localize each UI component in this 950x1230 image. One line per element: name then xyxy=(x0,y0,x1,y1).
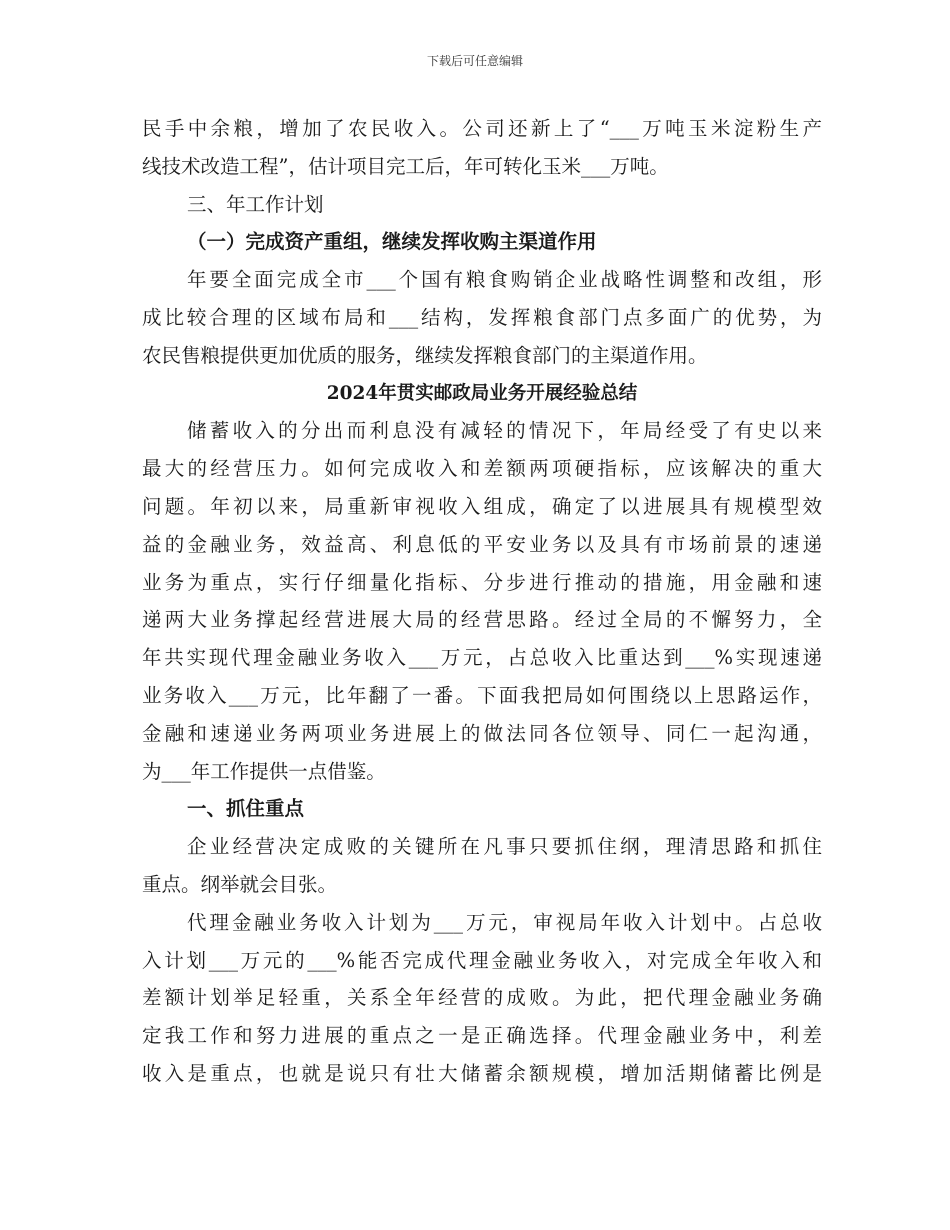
paragraph-line: 金融和速递业务两项业务进展上的做法同各位领导、同仁一起沟通， xyxy=(142,721,822,745)
paragraph-line: 业务为重点，实行仔细量化指标、分步进行推动的措施，用金融和速 xyxy=(142,570,822,594)
paragraph-line: 线技术改造工程”，估计项目完工后，年可转化玉米___万吨。 xyxy=(142,154,669,178)
paragraph-line: 重点。纲举就会目张。 xyxy=(142,872,338,896)
paragraph-line: 定我工作和努力进展的重点之一是正确选择。代理金融业务中，利差 xyxy=(142,1024,822,1048)
paragraph-line: 最大的经营压力。如何完成收入和差额两项硬指标，应该解决的重大 xyxy=(142,457,822,481)
paragraph-line: 递两大业务撑起经营进展大局的经营思路。经过全局的不懈努力，全 xyxy=(142,608,822,632)
section-heading: 一、抓住重点 xyxy=(187,797,305,821)
document-body xyxy=(142,110,822,1093)
section-heading: 三、年工作计划 xyxy=(187,192,324,216)
paragraph-line: 问题。年初以来，局重新审视收入组成，确定了以进展具有规模型效 xyxy=(142,494,822,518)
paragraph-line: 民手中余粮，增加了农民收入。公司还新上了“___万吨玉米淀粉生产 xyxy=(142,117,822,140)
paragraph-line: 业务收入___万元，比年翻了一番。下面我把局如何围绕以上思路运作， xyxy=(142,683,822,707)
paragraph-line: 入计划___万元的___%能否完成代理金融业务收入，对完成全年收入和 xyxy=(142,948,822,972)
paragraph-line: 为___年工作提供一点借鉴。 xyxy=(142,759,386,783)
paragraph-line: 差额计划举足轻重，关系全年经营的成败。为此，把代理金融业务确 xyxy=(142,986,822,1010)
paragraph-line: 企业经营决定成败的关键所在凡事只要抓住纲，理清思路和抓住 xyxy=(187,835,822,859)
paragraph-line: 储蓄收入的分出而利息没有减轻的情况下，年局经受了有史以来 xyxy=(187,419,822,443)
page-header: 下载后可任意编辑 xyxy=(426,54,523,68)
paragraph-line: 农民售粮提供更加优质的服务，继续发挥粮食部门的主渠道作用。 xyxy=(142,343,708,367)
paragraph-line: 年要全面完成全市___个国有粮食购销企业战略性调整和改组，形 xyxy=(187,268,822,292)
paragraph-line: 代理金融业务收入计划为___万元，审视局年收入计划中。占总收 xyxy=(187,910,822,934)
paragraph-line: 成比较合理的区域布局和___结构，发挥粮食部门点多面广的优势，为 xyxy=(142,305,822,329)
paragraph-line: 年共实现代理金融业务收入___万元，占总收入比重达到___%实现速递 xyxy=(142,646,822,670)
subsection-heading: （一）完成资产重组，继续发挥收购主渠道作用 xyxy=(187,230,597,254)
paragraph-line: 益的金融业务，效益高、利息低的平安业务以及具有市场前景的速递 xyxy=(142,532,822,556)
paragraph-line: 收入是重点，也就是说只有壮大储蓄余额规模，增加活期储蓄比例是 xyxy=(142,1061,822,1085)
article-title: 2024年贯实邮政局业务开展经验总结 xyxy=(326,382,638,404)
